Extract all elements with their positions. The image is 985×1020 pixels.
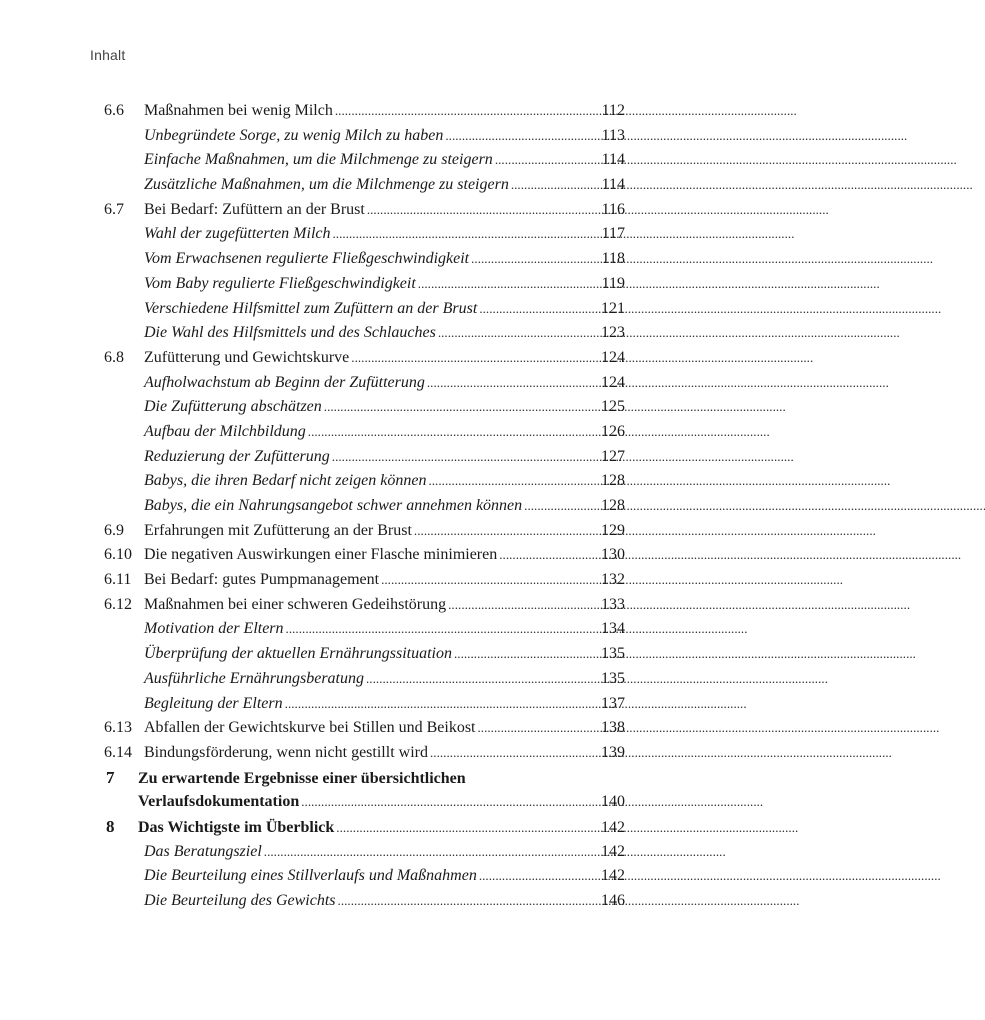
toc-entry-page: 129 — [601, 521, 625, 539]
toc-entry[interactable] — [104, 494, 625, 519]
table-of-contents — [104, 99, 625, 914]
toc-entry[interactable] — [104, 198, 625, 223]
toc-entry-title: Die Zufütterung abschätzen — [144, 398, 322, 416]
toc-entry-title: Motivation der Eltern — [144, 620, 284, 638]
toc-entry-title: Aufholwachstum ab Beginn der Zufütterung — [144, 373, 425, 391]
toc-entry-title: Bei Bedarf: Zufüttern an der Brust — [144, 200, 365, 218]
toc-entry[interactable] — [104, 420, 625, 445]
toc-entry[interactable] — [104, 593, 625, 618]
toc-entry[interactable] — [104, 99, 625, 124]
toc-entry-page: 142 — [601, 818, 625, 836]
toc-entry-page: 128 — [601, 497, 625, 514]
toc-leader-dots — [418, 272, 600, 297]
toc-entry-page: 127 — [601, 447, 625, 465]
toc-leader-dots — [428, 469, 599, 494]
toc-entry-page: 114 — [601, 176, 625, 194]
toc-entry-title: Die Beurteilung eines Stillverlaufs und Maßnahmen — [144, 867, 477, 885]
toc-entry-title: Zu erwartende Ergebnisse einer übersichtlichen — [138, 769, 466, 787]
toc-entry-number: 6.14 — [104, 743, 132, 761]
toc-entry-page: 134 — [601, 620, 625, 638]
toc-entry[interactable] — [104, 173, 625, 198]
toc-entry-number: 6.12 — [104, 595, 132, 613]
toc-leader-dots — [332, 445, 599, 470]
toc-entry-title: Babys, die ihren Bedarf nicht zeigen können — [144, 472, 427, 490]
toc-entry-page: 113 — [601, 126, 625, 144]
toc-leader-dots — [511, 173, 600, 198]
toc-leader-dots — [479, 864, 599, 889]
toc-entry-page: 117 — [601, 225, 625, 243]
toc-leader-dots — [335, 99, 600, 124]
toc-entry[interactable] — [104, 297, 625, 322]
toc-entry-title: Überprüfung der aktuellen Ernährungssituation — [144, 645, 452, 663]
toc-leader-dots — [438, 321, 599, 346]
toc-entry-page: 130 — [601, 546, 625, 564]
toc-leader-dots — [351, 346, 599, 371]
toc-entry-title: Babys, die ein Nahrungsangebot schwer annehmen können — [144, 497, 523, 514]
toc-entry-title: Verschiedene Hilfsmittel zum Zufüttern an der Brust — [144, 299, 478, 317]
toc-entry[interactable] — [104, 840, 625, 865]
toc-leader-dots — [471, 247, 599, 272]
toc-entry-title: Abfallen der Gewichtskurve bei Stillen und Beikost — [144, 719, 476, 737]
toc-entry-number: 6.8 — [104, 348, 124, 366]
toc-entry[interactable] — [104, 148, 625, 173]
toc-entry[interactable] — [104, 716, 625, 741]
toc-entry-page: 128 — [601, 472, 625, 490]
toc-entry-page: 112 — [601, 102, 625, 119]
toc-entry[interactable] — [104, 519, 625, 544]
toc-entry[interactable] — [104, 395, 625, 420]
toc-entry-title: Bindungsförderung, wenn nicht gestillt wird — [144, 743, 428, 761]
toc-entry-title: Aufbau der Milchbildung — [144, 422, 306, 440]
toc-entry-title: Das Wichtigste im Überblick — [138, 818, 335, 836]
toc-entry[interactable] — [104, 469, 625, 494]
toc-entry-page: 114 — [601, 151, 625, 169]
toc-leader-dots — [264, 840, 599, 865]
toc-entry[interactable] — [104, 864, 625, 889]
toc-leader-dots — [367, 198, 600, 223]
toc-entry-page: 118 — [601, 250, 625, 268]
toc-entry[interactable] — [104, 222, 625, 247]
toc-leader-dots — [324, 395, 599, 420]
toc-entry[interactable] — [104, 741, 625, 766]
toc-entry-page: 125 — [601, 398, 625, 416]
toc-entry-title: Bei Bedarf: gutes Pumpmanagement — [144, 571, 380, 589]
toc-leader-dots — [495, 148, 600, 173]
toc-entry[interactable] — [104, 321, 625, 346]
toc-entry-page: 142 — [601, 842, 625, 860]
toc-entry-number: 6.13 — [104, 719, 132, 737]
toc-entry-page: 121 — [601, 299, 625, 317]
toc-leader-dots — [445, 124, 599, 149]
toc-entry[interactable] — [104, 346, 625, 371]
toc-leader-dots — [448, 593, 599, 618]
toc-entry-number: 6.7 — [104, 200, 124, 218]
running-head: Inhalt — [90, 47, 126, 63]
toc-entry-page: 132 — [601, 571, 625, 589]
toc-entry-title: Einfache Maßnahmen, um die Milchmenge zu steigern — [144, 151, 493, 169]
toc-entry-page: 135 — [601, 645, 625, 663]
toc-leader-dots — [524, 494, 599, 519]
toc-entry-number: 6.11 — [104, 571, 132, 589]
toc-leader-dots — [336, 816, 599, 841]
toc-leader-dots — [430, 741, 599, 766]
toc-entry-title: Begleitung der Eltern — [144, 694, 283, 712]
toc-entry-number: 6.9 — [104, 521, 124, 539]
toc-leader-dots — [477, 716, 599, 741]
toc-entry-number: 8 — [106, 816, 115, 836]
toc-entry-title: Zusätzliche Maßnahmen, um die Milchmenge zu steigern — [144, 176, 509, 194]
toc-leader-dots — [427, 371, 599, 396]
toc-entry[interactable] — [104, 445, 625, 470]
toc-entry-title: Wahl der zugefütterten Milch — [144, 225, 331, 243]
toc-leader-dots — [479, 297, 599, 322]
toc-entry[interactable] — [104, 642, 625, 667]
toc-entry-page: 135 — [601, 669, 625, 687]
toc-entry[interactable] — [104, 371, 625, 396]
toc-leader-dots — [381, 568, 599, 593]
toc-entry-page: 146 — [601, 892, 625, 909]
toc-leader-dots — [301, 790, 599, 815]
toc-entry-page: 119 — [601, 274, 625, 292]
toc-entry-page: 116 — [601, 200, 625, 218]
toc-entry[interactable] — [104, 692, 625, 717]
toc-entry-number: 6.6 — [104, 102, 124, 119]
toc-entry-page: 142 — [601, 867, 625, 885]
toc-entry[interactable] — [104, 815, 625, 840]
toc-entry-title: Die Beurteilung des Gewichts — [144, 892, 336, 909]
toc-leader-dots — [286, 617, 599, 642]
toc-leader-dots — [338, 889, 599, 914]
toc-entry[interactable] — [104, 272, 625, 297]
toc-entry-title: Verlaufsdokumentation — [138, 793, 300, 811]
toc-entry-title: Maßnahmen bei wenig Milch — [144, 102, 333, 119]
toc-leader-dots — [499, 543, 599, 568]
toc-leader-dots — [285, 692, 599, 717]
toc-entry-page: 139 — [601, 743, 625, 761]
toc-leader-dots — [308, 420, 599, 445]
toc-entry[interactable] — [104, 667, 625, 692]
toc-entry-page: 138 — [601, 719, 625, 737]
toc-entry-number: 6.10 — [104, 546, 132, 564]
toc-entry[interactable] — [104, 790, 625, 815]
toc-entry-title: Erfahrungen mit Zufütterung an der Brust — [144, 521, 412, 539]
toc-leader-dots — [366, 667, 599, 692]
toc-entry-title: Reduzierung der Zufütterung — [144, 447, 330, 465]
toc-entry-number: 7 — [106, 767, 115, 787]
toc-entry-title: Ausführliche Ernährungsberatung — [144, 669, 364, 687]
toc-entry-title: Zufütterung und Gewichtskurve — [144, 348, 350, 366]
toc-entry[interactable] — [104, 617, 625, 642]
toc-entry-page: 124 — [601, 373, 625, 391]
toc-entry-page: 133 — [601, 595, 625, 613]
toc-entry-title: Das Beratungsziel — [144, 842, 262, 860]
toc-entry-page: 140 — [601, 793, 625, 811]
toc-leader-dots — [333, 222, 600, 247]
toc-entry-page: 123 — [601, 324, 625, 342]
toc-entry-title: Vom Erwachsenen regulierte Fließgeschwindigkeit — [144, 250, 470, 268]
toc-entry-title: Maßnahmen bei einer schweren Gedeihstörung — [144, 595, 447, 613]
toc-entry[interactable] — [104, 124, 625, 149]
toc-entry[interactable] — [104, 766, 625, 791]
toc-entry[interactable] — [104, 889, 625, 914]
toc-entry-title: Unbegründete Sorge, zu wenig Milch zu haben — [144, 126, 444, 144]
toc-leader-dots — [454, 642, 599, 667]
toc-entry-title: Vom Baby regulierte Fließgeschwindigkeit — [144, 274, 416, 292]
toc-entry[interactable] — [104, 543, 625, 568]
toc-entry-page: 124 — [601, 348, 625, 366]
toc-leader-dots — [414, 519, 599, 544]
toc-entry[interactable] — [104, 568, 625, 593]
toc-entry-title: Die Wahl des Hilfsmittels und des Schlauches — [144, 324, 436, 342]
toc-entry-title: Die negativen Auswirkungen einer Flasche minimieren — [144, 546, 498, 564]
toc-entry[interactable] — [104, 247, 625, 272]
toc-entry-page: 126 — [601, 422, 625, 440]
toc-entry-page: 137 — [601, 694, 625, 712]
